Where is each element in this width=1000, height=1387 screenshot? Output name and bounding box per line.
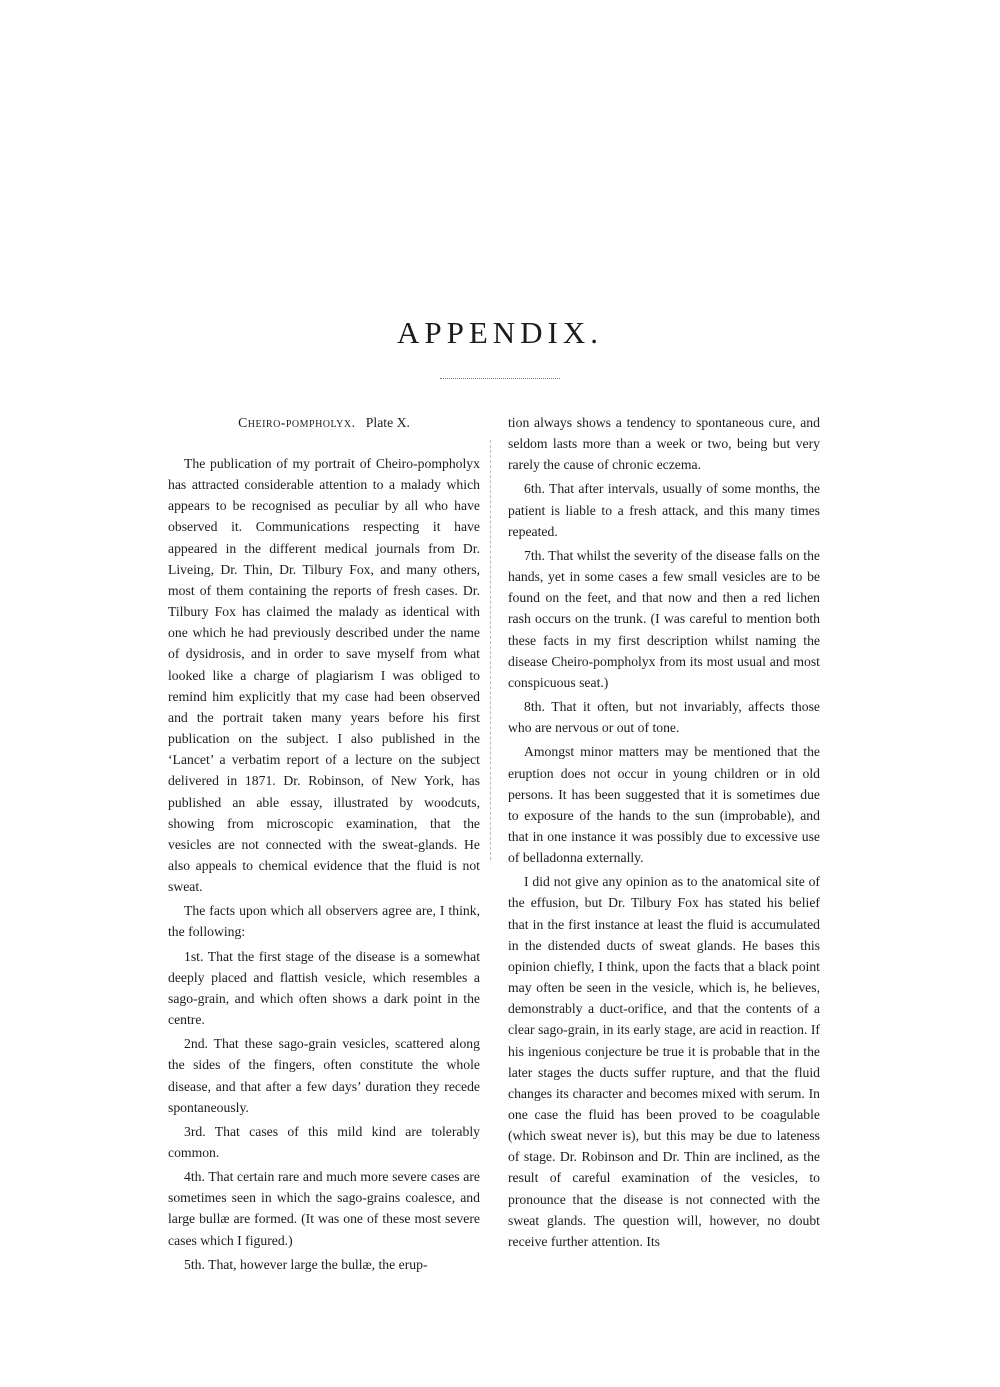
column-divider	[490, 440, 491, 860]
title-ornament-rule	[440, 378, 560, 379]
right-column	[508, 412, 820, 1255]
paragraph: 4th. That certain rare and much more severe cases are sometimes seen in which the sago-grains coalesce, and large bullæ are formed. (It was one of these most severe cases which I figured.)	[168, 1169, 480, 1248]
paragraph: 7th. That whilst the severity of the disease falls on the hands, yet in some cases a few small vesicles are to be found on the feet, and that now and then a red lichen rash occurs on the trunk. (I was careful to mention both these facts in my first description whilst naming the disease Cheiro-pompholyx from its most usual and most conspicuous seat.)	[508, 547, 820, 690]
paragraph: Amongst minor matters may be mentioned that the eruption does not occur in young children or in old persons. It has been suggested that it is sometimes due to exposure of the hands to the sun (improbable), and that in one instance it was possibly due to excessive use of belladonna externally.	[508, 744, 820, 866]
paragraph-continued: tion always shows a tendency to spontaneous cure, and seldom lasts more than a week or two, being but very rarely the cause of chronic eczema.	[508, 415, 820, 473]
paragraph: 2nd. That these sago-grain vesicles, scattered along the sides of the fingers, often constitute the whole disease, and that after a few days’ duration they recede spontaneously.	[168, 1036, 480, 1115]
section-heading	[168, 412, 480, 433]
paragraph: 6th. That after intervals, usually of some months, the patient is liable to a fresh attack, and this many times repeated.	[508, 481, 820, 539]
appendix-title: APPENDIX.	[396, 315, 604, 350]
paragraph: I did not give any opinion as to the anatomical site of the effusion, but Dr. Tilbury Fox has stated his belief that in the first instance at least the fluid is accumulated in the distended ducts of sweat glands. He bases this opinion chiefly, I think, upon the facts that a black point may often be seen in the vesicle, which is, he believes, demonstrably a duct-orifice, and that the contents of a clear sago-grain, in its early stage, are acid in reaction. If his ingenious conjecture be true it is probable that in the later stages the ducts suffer rupture, and that the fluid changes its character and becomes mixed with serum. In one case the fluid has been proved to be coagulable (which sweat never is), but this may be due to lateness of stage. Dr. Robinson and Dr. Thin are inclined, as the result of careful examination of the vesicles, to pronounce that the disease is not connected with the sweat glands. The question will, however, no doubt receive further attention. Its	[508, 874, 820, 1249]
paragraph: The publication of my portrait of Cheiro-pompholyx has attracted considerable attention to a malady which appears to be recognised as peculiar by all who have observed it. Communications respecting it have appeared in the different medical journals from Dr. Liveing, Dr. Thin, Dr. Tilbury Fox, and many others, most of them containing the reports of fresh cases. Dr. Tilbury Fox has claimed the malady as identical with one which he had previously described under the name of dysidrosis, and in order to save myself from what looked like a charge of plagiarism I was obliged to remind him explicitly that my case had been observed and the portrait taken many years before his first publication on the subject. I also published in the ‘Lancet’ a verbatim report of a lecture on the subject delivered in 1871. Dr. Robinson, of New York, has published an able essay, illustrated by woodcuts, showing from microscopic examination, that the vesicles are not connected with the sweat-glands. He also appeals to chemical evidence that the fluid is not sweat.	[168, 456, 480, 895]
paragraph: 5th. That, however large the bullæ, the erup-	[184, 1256, 428, 1272]
paragraph: 1st. That the first stage of the disease is a somewhat deeply placed and flattish vesicle, which resembles a sago-grain, and which often shows a dark point in the centre.	[168, 948, 480, 1028]
paragraph: 8th. That it often, but not invariably, affects those who are nervous or out of tone.	[508, 699, 820, 736]
section-heading-plate: Plate X.	[365, 415, 410, 430]
left-column	[168, 412, 480, 1278]
paragraph: 3rd. That cases of this mild kind are tolerably common.	[168, 1123, 480, 1160]
paragraph: The facts upon which all observers agree are, I think, the following:	[168, 903, 480, 940]
section-heading-name: Cheiro-pompholyx.	[238, 415, 356, 430]
